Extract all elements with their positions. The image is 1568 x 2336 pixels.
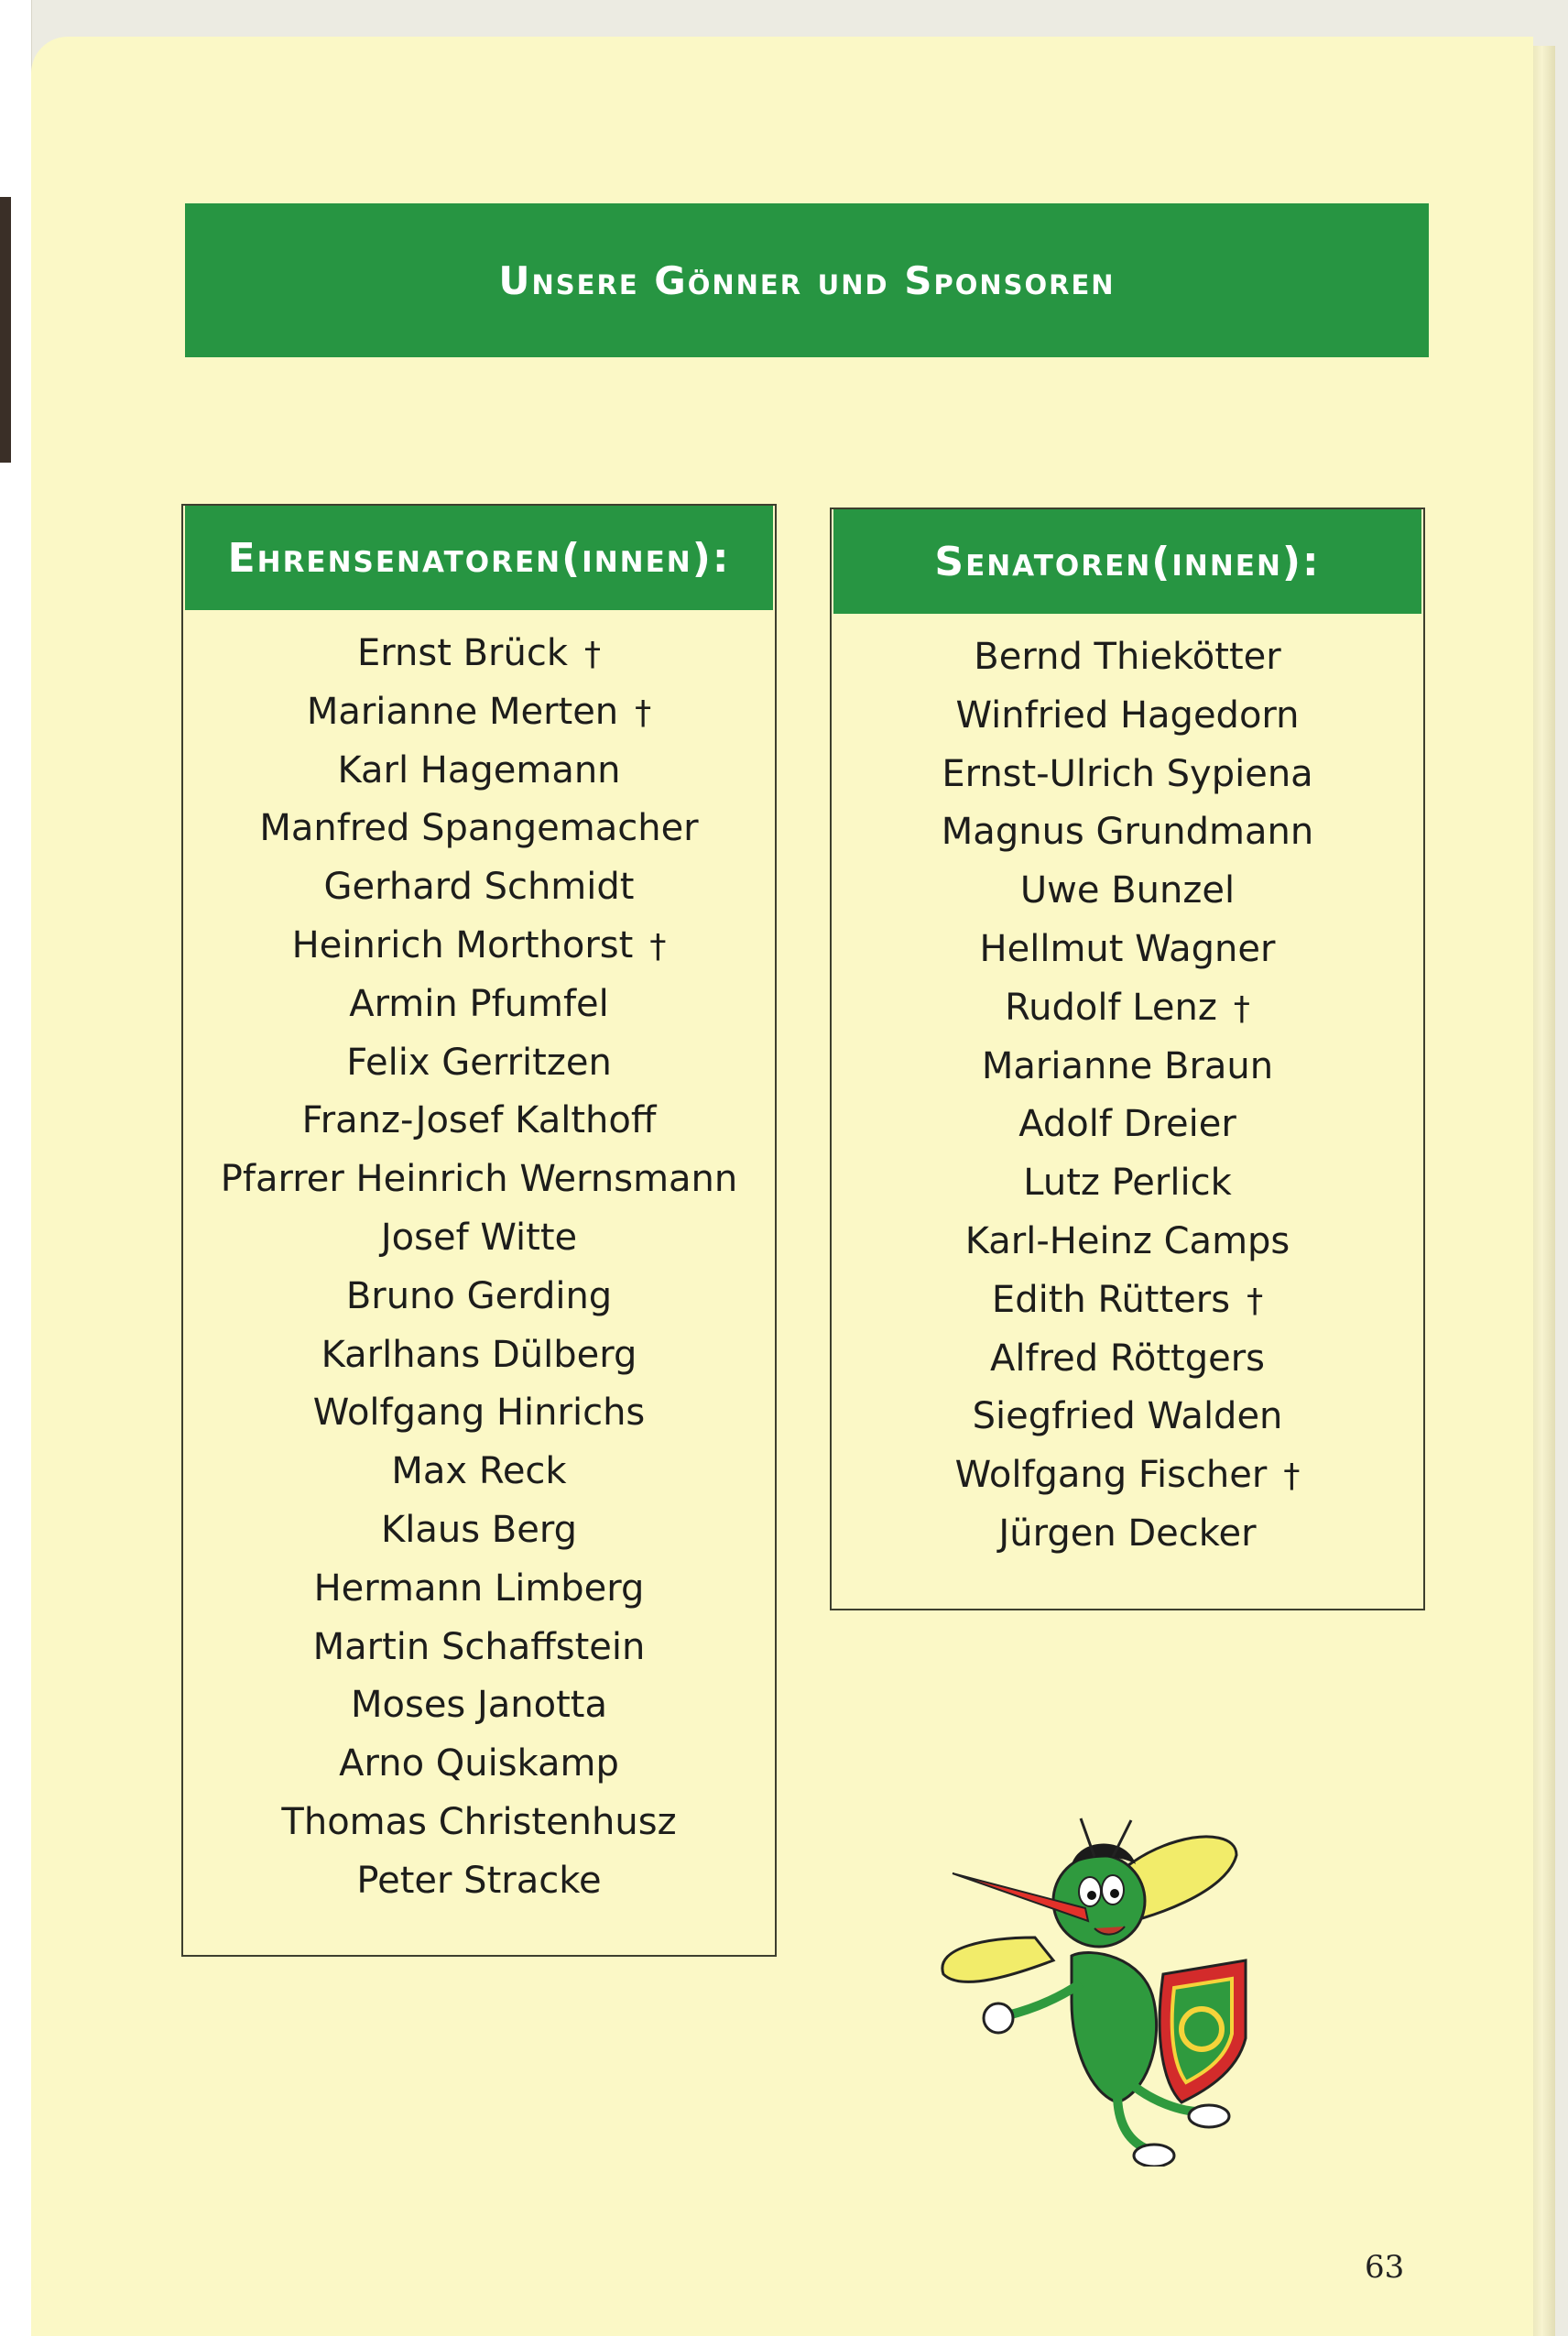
mosquito-mascot-icon (934, 1800, 1301, 2167)
honorary-senator-name-item (183, 1151, 775, 1209)
deceased-dagger-icon: † (649, 927, 667, 966)
senator-name-item (832, 1154, 1423, 1213)
honorary-senators-box (181, 504, 777, 1957)
senator-name-item (832, 1505, 1423, 1564)
honorary-senator-name-item (183, 1092, 775, 1151)
senator-name-item (832, 862, 1423, 921)
person-name: Bernd Thiekötter (974, 636, 1281, 678)
person-name: Ernst-Ulrich Sypiena (942, 752, 1313, 795)
person-name: Edith Rütters (991, 1278, 1231, 1321)
honorary-senator-name-item (183, 1735, 775, 1794)
senator-name-item (832, 1330, 1423, 1389)
person-name: Marianne Merten (306, 690, 619, 733)
deceased-dagger-icon: † (1283, 1457, 1301, 1496)
honorary-senators-header (185, 506, 773, 610)
person-name: Wolfgang Hinrichs (312, 1392, 646, 1435)
honorary-senator-name-item (183, 1676, 775, 1735)
senator-name-item (832, 1096, 1423, 1154)
honorary-senator-name-item (183, 625, 775, 683)
senator-name-item (832, 1213, 1423, 1272)
honorary-senator-name-item (183, 1034, 775, 1093)
person-name: Karl Hagemann (337, 748, 621, 791)
page-title: Unsere Gönner und Sponsoren (498, 257, 1116, 303)
person-name: Pfarrer Heinrich Wernsmann (220, 1158, 738, 1201)
person-name: Wolfgang Fischer (954, 1454, 1268, 1497)
senator-name-item (832, 1446, 1423, 1505)
person-name: Arno Quiskamp (339, 1742, 619, 1785)
person-name: Rudolf Lenz (1005, 986, 1217, 1029)
deceased-dagger-icon: † (1247, 1282, 1264, 1320)
page-gutter (0, 0, 32, 2336)
person-name: Magnus Grundmann (941, 811, 1314, 854)
person-name: Klaus Berg (381, 1508, 577, 1551)
person-name: Armin Pfumfel (349, 982, 609, 1025)
honorary-senator-name-item (183, 858, 775, 917)
person-name: Marianne Braun (981, 1044, 1274, 1087)
gutter-mark (0, 197, 11, 463)
honorary-senator-name-item (183, 800, 775, 858)
honorary-senator-name-item (183, 742, 775, 801)
deceased-dagger-icon: † (635, 693, 652, 732)
honorary-senator-name-item (183, 1326, 775, 1385)
senator-name-item (832, 746, 1423, 804)
senator-name-item (832, 921, 1423, 979)
honorary-senator-name-item (183, 917, 775, 976)
senator-name-item (832, 687, 1423, 746)
senators-box (830, 508, 1425, 1610)
person-name: Hellmut Wagner (979, 927, 1276, 970)
person-name: Moses Janotta (351, 1684, 607, 1727)
person-name: Max Reck (391, 1450, 567, 1493)
person-name: Jürgen Decker (998, 1512, 1257, 1555)
senator-name-item (832, 803, 1423, 862)
person-name: Karlhans Dülberg (321, 1333, 637, 1376)
senators-heading: Senatoren(innen): (934, 538, 1321, 585)
deceased-dagger-icon: † (1233, 989, 1250, 1028)
person-name: Lutz Perlick (1023, 1162, 1232, 1205)
person-name: Gerhard Schmidt (323, 866, 635, 909)
honorary-senator-name-item (183, 1794, 775, 1852)
senators-list (832, 628, 1423, 1564)
person-name: Winfried Hagedorn (955, 693, 1300, 737)
honorary-senators-list (183, 625, 775, 1911)
person-name: Martin Schaffstein (312, 1625, 646, 1668)
page-number: 63 (1365, 2249, 1405, 2286)
senators-header (833, 509, 1421, 614)
person-name: Ernst Brück (357, 632, 568, 674)
person-name: Franz-Josef Kalthoff (301, 1099, 657, 1142)
title-banner (185, 203, 1429, 357)
honorary-senator-name-item (183, 1268, 775, 1326)
honorary-senator-name-item (183, 1619, 775, 1677)
person-name: Manfred Spangemacher (259, 807, 699, 850)
person-name: Josef Witte (380, 1216, 578, 1259)
person-name: Alfred Röttgers (990, 1337, 1265, 1380)
senator-name-item (832, 1272, 1423, 1330)
person-name: Hermann Limberg (313, 1566, 645, 1610)
honorary-senator-name-item (183, 1443, 775, 1501)
honorary-senators-heading: Ehrensenatoren(innen): (227, 534, 731, 582)
honorary-senator-name-item (183, 1501, 775, 1560)
senator-name-item (832, 628, 1423, 687)
senator-name-item (832, 1038, 1423, 1097)
honorary-senator-name-item (183, 976, 775, 1034)
person-name: Adolf Dreier (1018, 1103, 1236, 1146)
honorary-senator-name-item (183, 683, 775, 742)
person-name: Bruno Gerding (345, 1274, 613, 1317)
senator-name-item (832, 979, 1423, 1038)
senator-name-item (832, 1388, 1423, 1446)
person-name: Felix Gerritzen (346, 1041, 612, 1084)
honorary-senator-name-item (183, 1852, 775, 1911)
person-name: Peter Stracke (356, 1859, 602, 1902)
person-name: Heinrich Morthorst (291, 923, 634, 966)
person-name: Thomas Christenhusz (281, 1800, 677, 1843)
person-name: Karl-Heinz Camps (964, 1219, 1290, 1262)
honorary-senator-name-item (183, 1384, 775, 1443)
honorary-senator-name-item (183, 1560, 775, 1619)
honorary-senator-name-item (183, 1209, 775, 1268)
person-name: Uwe Bunzel (1019, 869, 1236, 912)
page-edge (1533, 46, 1555, 2336)
deceased-dagger-icon: † (584, 636, 601, 673)
person-name: Siegfried Walden (972, 1395, 1283, 1438)
